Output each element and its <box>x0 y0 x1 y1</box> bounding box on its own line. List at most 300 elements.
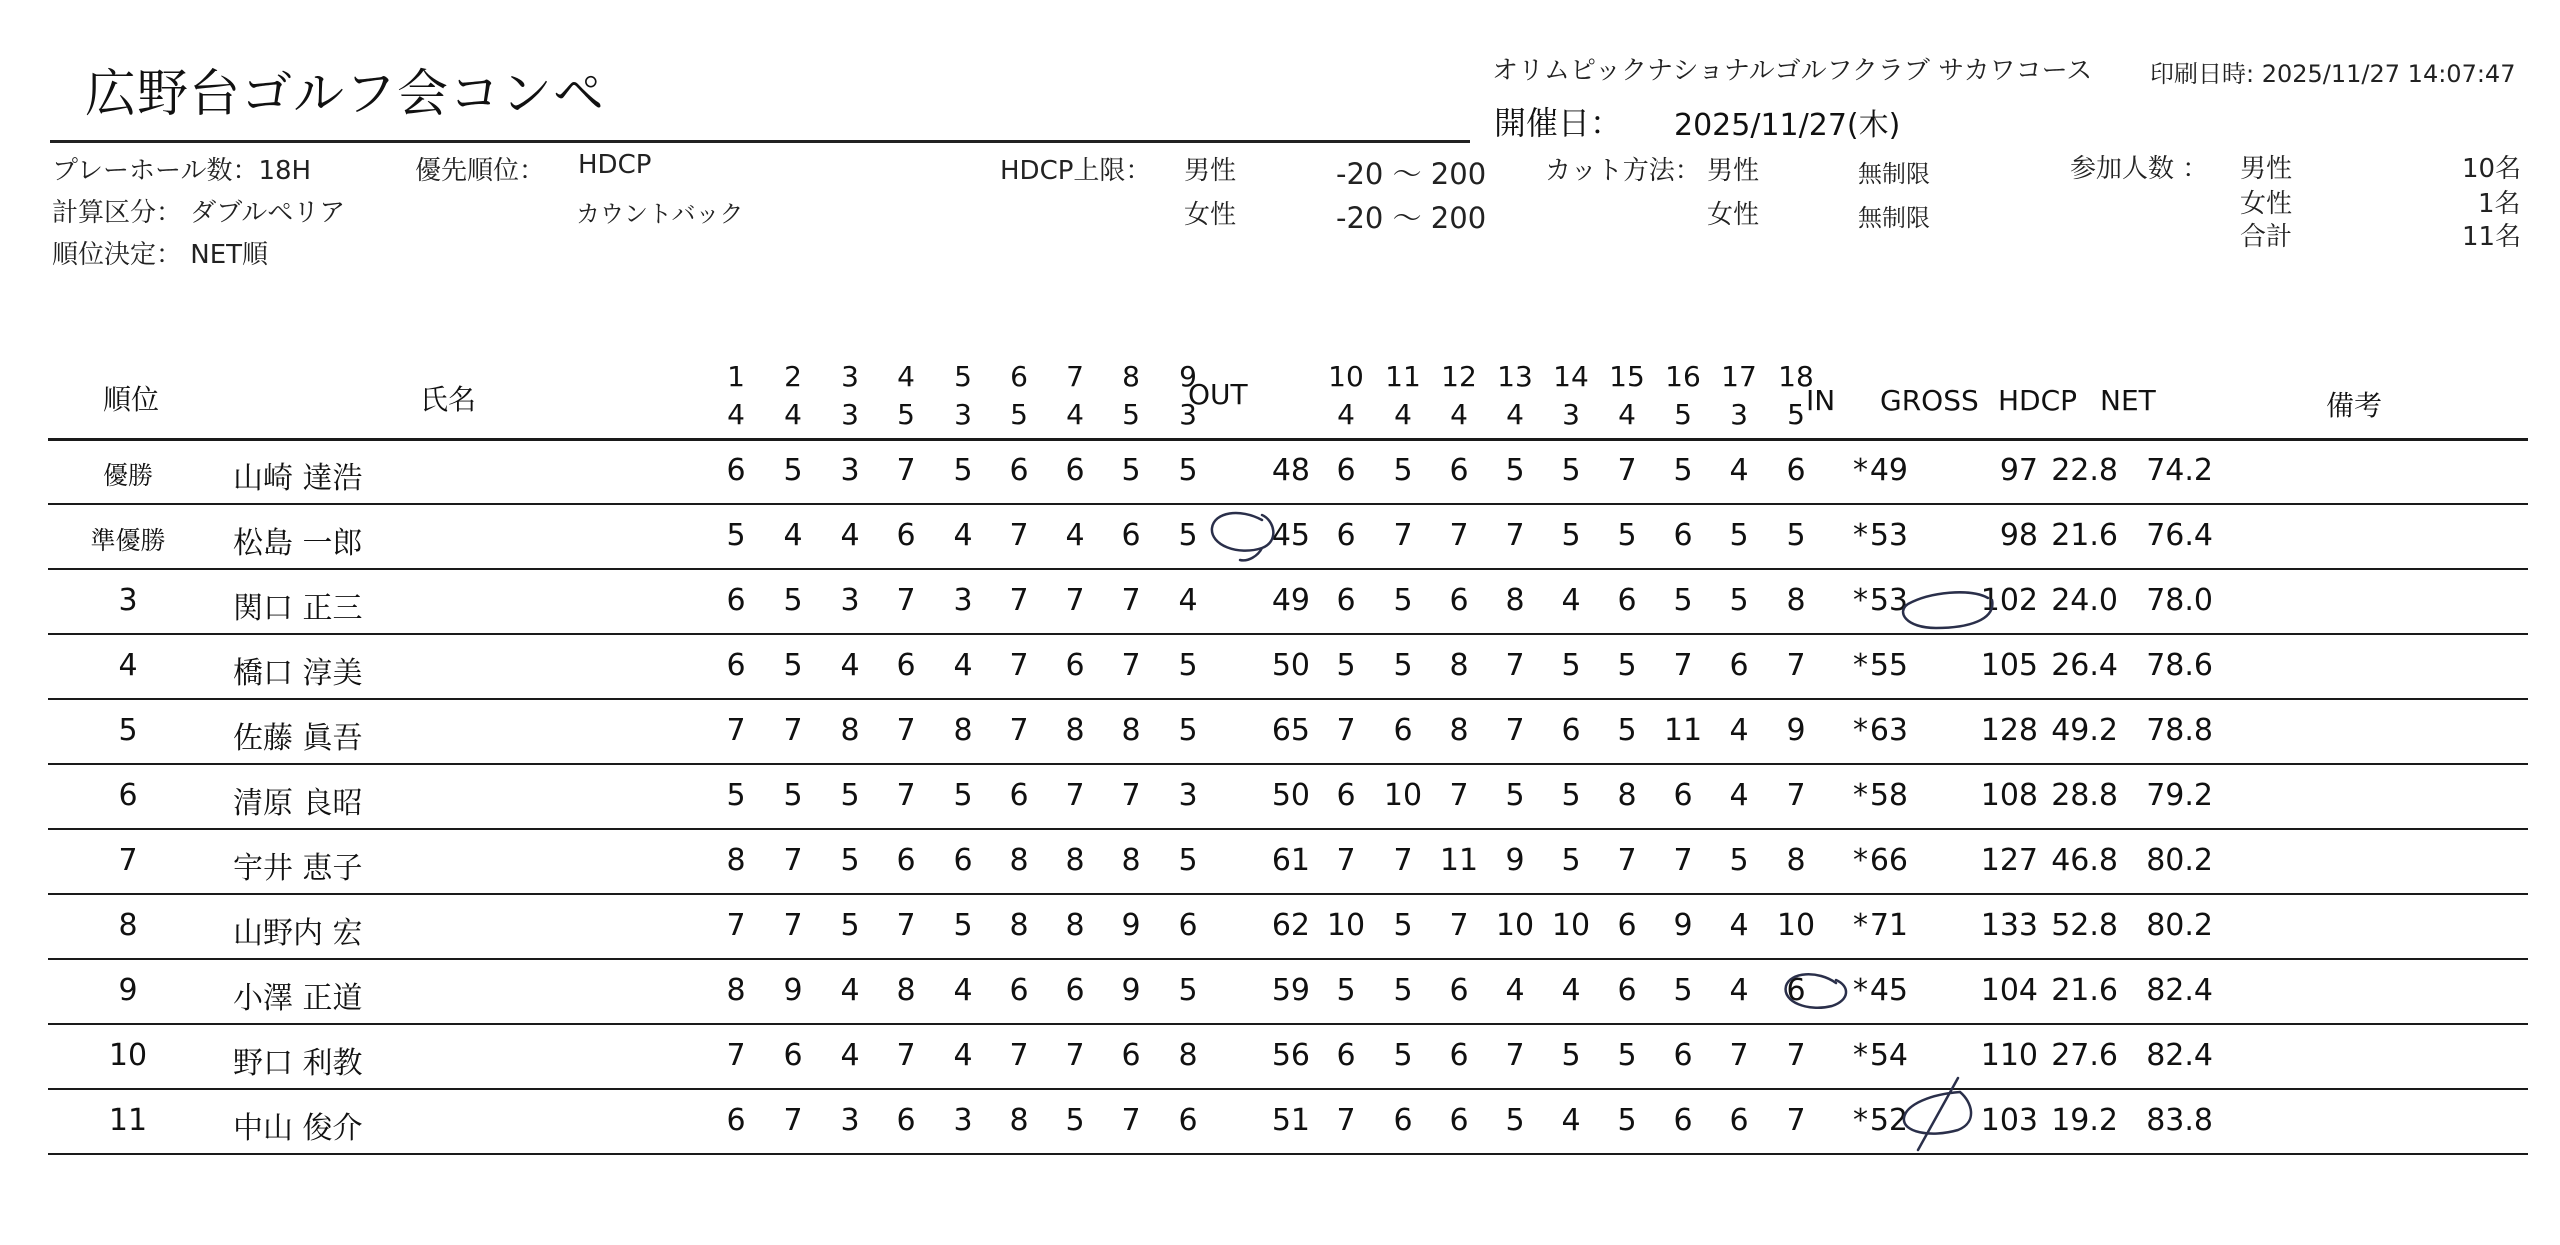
hole-number: 15 <box>1609 360 1645 393</box>
header-name: 氏名 <box>420 383 477 416</box>
hole-score: 7 <box>1121 583 1141 618</box>
star-mark: * <box>1853 843 1868 878</box>
hole-number: 2 <box>784 360 802 393</box>
hole-score: 5 <box>1393 453 1413 488</box>
hdcp-value: 49.2 <box>2051 713 2118 748</box>
hole-score: 9 <box>783 973 803 1008</box>
hole-score: 7 <box>896 453 916 488</box>
header-rank: 順位 <box>103 383 160 416</box>
hole-score: 7 <box>1786 1038 1806 1073</box>
hole-score: 5 <box>1393 648 1413 683</box>
hole-score: 7 <box>1505 648 1525 683</box>
hole-score: 5 <box>1561 518 1581 553</box>
hole-score: 7 <box>783 1103 803 1138</box>
hole-score: 4 <box>953 518 973 553</box>
hole-score: 7 <box>1009 583 1029 618</box>
hole-score: 6 <box>1449 453 1469 488</box>
participants-male-label: 男性 <box>2240 154 2293 184</box>
hole-score: 4 <box>783 518 803 553</box>
hole-score: 6 <box>1009 778 1029 813</box>
in-total: 55 <box>1869 648 1908 683</box>
hole-score: 6 <box>1673 778 1693 813</box>
hole-score: 11 <box>1439 843 1479 878</box>
hole-score: 7 <box>896 713 916 748</box>
hole-number: 12 <box>1441 360 1477 393</box>
hole-score: 6 <box>1617 973 1637 1008</box>
hole-score: 6 <box>783 1038 803 1073</box>
hole-score: 5 <box>840 843 860 878</box>
hole-par: 4 <box>1450 398 1468 431</box>
hole-score: 5 <box>1336 648 1356 683</box>
out-total: 59 <box>1271 973 1310 1008</box>
hole-score: 8 <box>1121 713 1141 748</box>
hdcp-female-range: -20 ～ 200 <box>1336 201 1487 235</box>
table-row <box>48 700 2528 765</box>
hole-number: 6 <box>1010 360 1028 393</box>
hole-score: 5 <box>1178 973 1198 1008</box>
hole-score: 7 <box>1009 713 1029 748</box>
hole-score: 8 <box>840 713 860 748</box>
star-mark: * <box>1853 1103 1868 1138</box>
hole-score: 7 <box>1121 1103 1141 1138</box>
hole-score: 5 <box>1673 583 1693 618</box>
hole-score: 5 <box>1617 648 1637 683</box>
hole-score: 7 <box>1336 843 1356 878</box>
hole-score: 4 <box>1178 583 1198 618</box>
hole-score: 10 <box>1551 908 1591 943</box>
hole-score: 7 <box>1336 713 1356 748</box>
hdcp-value: 19.2 <box>2051 1103 2118 1138</box>
out-total: 49 <box>1271 583 1310 618</box>
name-cell: 佐藤 眞吾 <box>233 721 363 756</box>
cut-female-value: 無制限 <box>1858 204 1930 232</box>
hole-score: 6 <box>1617 908 1637 943</box>
hdcp-male-label: 男性 <box>1184 156 1237 186</box>
hole-par: 4 <box>1618 398 1636 431</box>
hole-par: 4 <box>1066 398 1084 431</box>
hole-score: 5 <box>1729 518 1749 553</box>
hole-score: 5 <box>1561 778 1581 813</box>
hole-score: 6 <box>896 648 916 683</box>
hole-score: 6 <box>1786 973 1806 1008</box>
hole-score: 8 <box>1786 843 1806 878</box>
hole-score: 4 <box>840 973 860 1008</box>
hole-score: 4 <box>1065 518 1085 553</box>
hole-score: 7 <box>1336 1103 1356 1138</box>
hole-score: 7 <box>726 908 746 943</box>
hole-score: 5 <box>1065 1103 1085 1138</box>
hole-score: 6 <box>896 1103 916 1138</box>
hole-score: 5 <box>1178 518 1198 553</box>
in-total: 53 <box>1869 518 1908 553</box>
hole-number: 18 <box>1778 360 1814 393</box>
header-hdcp: HDCP <box>1998 384 2078 417</box>
hole-score: 4 <box>1505 973 1525 1008</box>
hole-score: 4 <box>953 648 973 683</box>
hole-score: 5 <box>1505 778 1525 813</box>
hole-score: 4 <box>840 1038 860 1073</box>
name-cell: 中山 俊介 <box>233 1111 363 1146</box>
hdcp-value: 22.8 <box>2051 453 2118 488</box>
table-row <box>48 1025 2528 1090</box>
in-total: 58 <box>1869 778 1908 813</box>
hole-par: 4 <box>1394 398 1412 431</box>
hole-par: 4 <box>727 398 745 431</box>
hdcp-value: 52.8 <box>2051 908 2118 943</box>
hole-score: 3 <box>840 1103 860 1138</box>
hole-score: 6 <box>1336 518 1356 553</box>
hole-score: 5 <box>1505 453 1525 488</box>
cut-female-label: 女性 <box>1707 200 1760 230</box>
out-total: 50 <box>1271 778 1310 813</box>
net-score: 82.4 <box>2146 973 2213 1008</box>
hole-number: 14 <box>1553 360 1589 393</box>
hole-score: 4 <box>840 518 860 553</box>
hole-score: 5 <box>1178 453 1198 488</box>
hole-score: 8 <box>1065 843 1085 878</box>
table-row <box>48 570 2528 635</box>
hole-number: 10 <box>1328 360 1364 393</box>
hole-score: 6 <box>726 648 746 683</box>
hole-score: 4 <box>953 1038 973 1073</box>
cut-male-label: 男性 <box>1707 156 1760 186</box>
table-row <box>48 440 2528 505</box>
hole-score: 4 <box>1729 973 1749 1008</box>
hole-score: 6 <box>953 843 973 878</box>
page-title: 広野台ゴルフ会コンペ <box>85 65 606 124</box>
net-score: 79.2 <box>2146 778 2213 813</box>
gross-total: 127 <box>1980 843 2038 878</box>
star-mark: * <box>1853 453 1868 488</box>
in-total: 52 <box>1869 1103 1908 1138</box>
hole-score: 7 <box>1121 778 1141 813</box>
participants-label: 参加人数 ： <box>2070 154 2209 184</box>
net-score: 78.0 <box>2146 583 2213 618</box>
hole-score: 5 <box>1393 583 1413 618</box>
hole-score: 8 <box>726 843 746 878</box>
hole-score: 7 <box>1065 1038 1085 1073</box>
hole-score: 8 <box>953 713 973 748</box>
hole-score: 8 <box>1449 648 1469 683</box>
hole-score: 7 <box>1065 583 1085 618</box>
hole-number: 17 <box>1721 360 1757 393</box>
gross-total: 98 <box>1999 518 2038 553</box>
participants-female-label: 女性 <box>2240 189 2293 219</box>
hole-score: 6 <box>1729 1103 1749 1138</box>
gross-total: 97 <box>1999 453 2038 488</box>
row-divider <box>48 1153 2528 1155</box>
hole-score: 8 <box>896 973 916 1008</box>
net-score: 82.4 <box>2146 1038 2213 1073</box>
hole-score: 5 <box>1393 908 1413 943</box>
hole-score: 7 <box>896 908 916 943</box>
hole-score: 7 <box>1393 843 1413 878</box>
hole-score: 7 <box>1786 1103 1806 1138</box>
hole-score: 4 <box>1729 908 1749 943</box>
hole-score: 5 <box>1393 973 1413 1008</box>
header-remarks: 備考 <box>2326 389 2383 422</box>
hole-score: 5 <box>1786 518 1806 553</box>
hole-score: 5 <box>1729 843 1749 878</box>
hole-score: 4 <box>1561 583 1581 618</box>
hdcp-value: 26.4 <box>2051 648 2118 683</box>
gross-total: 102 <box>1980 583 2038 618</box>
rank-cell: 5 <box>118 713 138 748</box>
hole-score: 6 <box>1393 713 1413 748</box>
hole-score: 5 <box>1178 648 1198 683</box>
out-total: 51 <box>1271 1103 1310 1138</box>
ranking-rule: 順位決定： NET順 <box>52 240 269 270</box>
table-row <box>48 505 2528 570</box>
hole-score: 7 <box>726 713 746 748</box>
hole-score: 6 <box>1336 778 1356 813</box>
hole-number: 4 <box>897 360 915 393</box>
hole-score: 7 <box>1065 778 1085 813</box>
hole-score: 7 <box>1393 518 1413 553</box>
hole-score: 5 <box>1617 1103 1637 1138</box>
gross-total: 133 <box>1980 908 2038 943</box>
hole-score: 5 <box>783 648 803 683</box>
hole-score: 5 <box>840 908 860 943</box>
hole-score: 6 <box>1673 1103 1693 1138</box>
rank-cell: 6 <box>118 778 138 813</box>
hole-score: 5 <box>783 583 803 618</box>
star-mark: * <box>1853 583 1868 618</box>
name-cell: 松島 一郎 <box>233 526 363 561</box>
net-score: 76.4 <box>2146 518 2213 553</box>
hole-score: 6 <box>1786 453 1806 488</box>
hole-score: 5 <box>1561 843 1581 878</box>
hole-score: 5 <box>840 778 860 813</box>
name-cell: 小澤 正道 <box>233 981 363 1016</box>
hole-score: 6 <box>1065 648 1085 683</box>
hole-par: 4 <box>784 398 802 431</box>
net-score: 83.8 <box>2146 1103 2213 1138</box>
hole-score: 5 <box>783 778 803 813</box>
net-score: 78.8 <box>2146 713 2213 748</box>
gross-total: 104 <box>1980 973 2038 1008</box>
rank-cell: 準優勝 <box>90 526 166 555</box>
print-timestamp: 印刷日時: 2025/11/27 14:07:47 <box>2150 60 2516 88</box>
hole-score: 6 <box>1178 1103 1198 1138</box>
header-in: IN <box>1806 384 1836 417</box>
date-value: 2025/11/27(木) <box>1674 108 1901 143</box>
rank-cell: 11 <box>108 1103 148 1138</box>
hole-score: 6 <box>1009 973 1029 1008</box>
hole-score: 9 <box>1786 713 1806 748</box>
out-total: 50 <box>1271 648 1310 683</box>
table-row <box>48 765 2528 830</box>
hole-score: 6 <box>1449 973 1469 1008</box>
hole-score: 6 <box>896 843 916 878</box>
star-mark: * <box>1853 648 1868 683</box>
hole-number: 5 <box>954 360 972 393</box>
hole-score: 7 <box>726 1038 746 1073</box>
rank-cell: 7 <box>118 843 138 878</box>
in-total: 71 <box>1869 908 1908 943</box>
hdcp-limit-label: HDCP上限： <box>1000 156 1152 186</box>
hdcp-value: 28.8 <box>2051 778 2118 813</box>
hole-score: 6 <box>1065 973 1085 1008</box>
hole-score: 5 <box>1393 1038 1413 1073</box>
date-label: 開催日： <box>1494 104 1623 142</box>
hole-par: 5 <box>1787 398 1805 431</box>
hole-score: 6 <box>1336 583 1356 618</box>
net-score: 74.2 <box>2146 453 2213 488</box>
hole-par: 3 <box>954 398 972 431</box>
name-cell: 橋口 淳美 <box>233 656 363 691</box>
net-score: 80.2 <box>2146 843 2213 878</box>
hole-score: 6 <box>1449 583 1469 618</box>
name-cell: 山野内 宏 <box>233 916 363 951</box>
hole-score: 6 <box>726 583 746 618</box>
hole-number: 8 <box>1122 360 1140 393</box>
hole-score: 6 <box>1393 1103 1413 1138</box>
hole-score: 7 <box>1009 648 1029 683</box>
out-total: 48 <box>1271 453 1310 488</box>
hole-par: 3 <box>841 398 859 431</box>
hole-score: 5 <box>1121 453 1141 488</box>
rank-cell: 3 <box>118 583 138 618</box>
hole-score: 5 <box>953 453 973 488</box>
hdcp-value: 46.8 <box>2051 843 2118 878</box>
cut-male-value: 無制限 <box>1858 160 1930 188</box>
hole-score: 7 <box>1673 843 1693 878</box>
hole-score: 7 <box>1009 1038 1029 1073</box>
hole-score: 7 <box>1121 648 1141 683</box>
hole-score: 8 <box>1065 908 1085 943</box>
rank-cell: 10 <box>108 1038 148 1073</box>
rank-cell: 8 <box>118 908 138 943</box>
hole-score: 7 <box>783 843 803 878</box>
hole-score: 8 <box>1617 778 1637 813</box>
hole-score: 6 <box>1673 518 1693 553</box>
hole-score: 7 <box>896 1038 916 1073</box>
hdcp-female-label: 女性 <box>1184 200 1237 230</box>
hole-score: 8 <box>1178 1038 1198 1073</box>
hole-score: 5 <box>783 453 803 488</box>
hole-score: 4 <box>1729 453 1749 488</box>
hole-score: 7 <box>1505 518 1525 553</box>
hole-score: 7 <box>1449 778 1469 813</box>
hole-par: 4 <box>1506 398 1524 431</box>
hole-number: 7 <box>1066 360 1084 393</box>
hole-score: 5 <box>1178 713 1198 748</box>
hole-number: 9 <box>1179 360 1197 393</box>
hdcp-value: 24.0 <box>2051 583 2118 618</box>
title-underline <box>50 140 1470 143</box>
name-cell: 野口 利教 <box>233 1046 363 1081</box>
star-mark: * <box>1853 1038 1868 1073</box>
priority-value: HDCP <box>578 150 652 180</box>
priority-tiebreak: カウントバック <box>576 200 744 228</box>
hole-score: 6 <box>1729 648 1749 683</box>
hole-score: 7 <box>783 713 803 748</box>
participants-male: 10名 <box>2462 154 2522 184</box>
hole-score: 9 <box>1121 973 1141 1008</box>
hole-score: 7 <box>1617 843 1637 878</box>
hole-score: 5 <box>1505 1103 1525 1138</box>
out-total: 56 <box>1271 1038 1310 1073</box>
hole-score: 8 <box>1009 908 1029 943</box>
gross-total: 128 <box>1980 713 2038 748</box>
hole-score: 3 <box>840 583 860 618</box>
hole-score: 5 <box>1673 453 1693 488</box>
hole-score: 5 <box>1336 973 1356 1008</box>
hole-score: 6 <box>1673 1038 1693 1073</box>
hole-score: 6 <box>1617 583 1637 618</box>
hole-score: 6 <box>1178 908 1198 943</box>
in-total: 63 <box>1869 713 1908 748</box>
hole-score: 3 <box>953 583 973 618</box>
name-cell: 山崎 達浩 <box>233 461 363 496</box>
hole-score: 9 <box>1121 908 1141 943</box>
hdcp-male-range: -20 ～ 200 <box>1336 157 1487 191</box>
hole-score: 10 <box>1495 908 1535 943</box>
hole-score: 7 <box>1449 908 1469 943</box>
hole-score: 3 <box>953 1103 973 1138</box>
hole-score: 5 <box>1617 713 1637 748</box>
cut-method-label: カット方法： <box>1545 156 1701 186</box>
hole-score: 7 <box>1505 713 1525 748</box>
hole-score: 4 <box>1561 1103 1581 1138</box>
hole-score: 6 <box>1121 1038 1141 1073</box>
hole-score: 8 <box>1505 583 1525 618</box>
hole-score: 7 <box>896 778 916 813</box>
hole-score: 7 <box>896 583 916 618</box>
gross-total: 110 <box>1980 1038 2038 1073</box>
hole-score: 4 <box>953 973 973 1008</box>
star-mark: * <box>1853 908 1868 943</box>
hole-score: 6 <box>726 453 746 488</box>
hole-score: 5 <box>1617 518 1637 553</box>
table-row <box>48 960 2528 1025</box>
hole-score: 7 <box>1617 453 1637 488</box>
name-cell: 関口 正三 <box>233 591 363 626</box>
hole-score: 6 <box>1065 453 1085 488</box>
hole-score: 3 <box>1178 778 1198 813</box>
rank-cell: 9 <box>118 973 138 1008</box>
out-total: 65 <box>1271 713 1310 748</box>
hole-score: 7 <box>1786 648 1806 683</box>
hole-score: 8 <box>726 973 746 1008</box>
header-net: NET <box>2100 384 2156 417</box>
hole-par: 5 <box>1674 398 1692 431</box>
table-row <box>48 895 2528 960</box>
hole-score: 8 <box>1009 843 1029 878</box>
hole-score: 5 <box>1178 843 1198 878</box>
hole-score: 7 <box>1786 778 1806 813</box>
hole-score: 5 <box>1617 1038 1637 1073</box>
play-holes: プレーホール数：18H <box>52 156 312 186</box>
out-total: 62 <box>1271 908 1310 943</box>
hole-score: 8 <box>1786 583 1806 618</box>
hole-score: 11 <box>1663 713 1703 748</box>
hole-score: 4 <box>840 648 860 683</box>
hole-number: 1 <box>727 360 745 393</box>
calc-method: 計算区分： ダブルペリア <box>52 198 346 228</box>
hole-score: 7 <box>1505 1038 1525 1073</box>
hole-score: 5 <box>1561 648 1581 683</box>
hole-score: 7 <box>1449 518 1469 553</box>
hole-par: 5 <box>1010 398 1028 431</box>
hole-score: 6 <box>896 518 916 553</box>
hole-score: 5 <box>953 908 973 943</box>
hole-par: 3 <box>1179 398 1197 431</box>
hole-score: 6 <box>1121 518 1141 553</box>
course-name: オリムピックナショナルゴルフクラブ サカワコース <box>1492 56 2093 86</box>
table-row <box>48 1090 2528 1155</box>
